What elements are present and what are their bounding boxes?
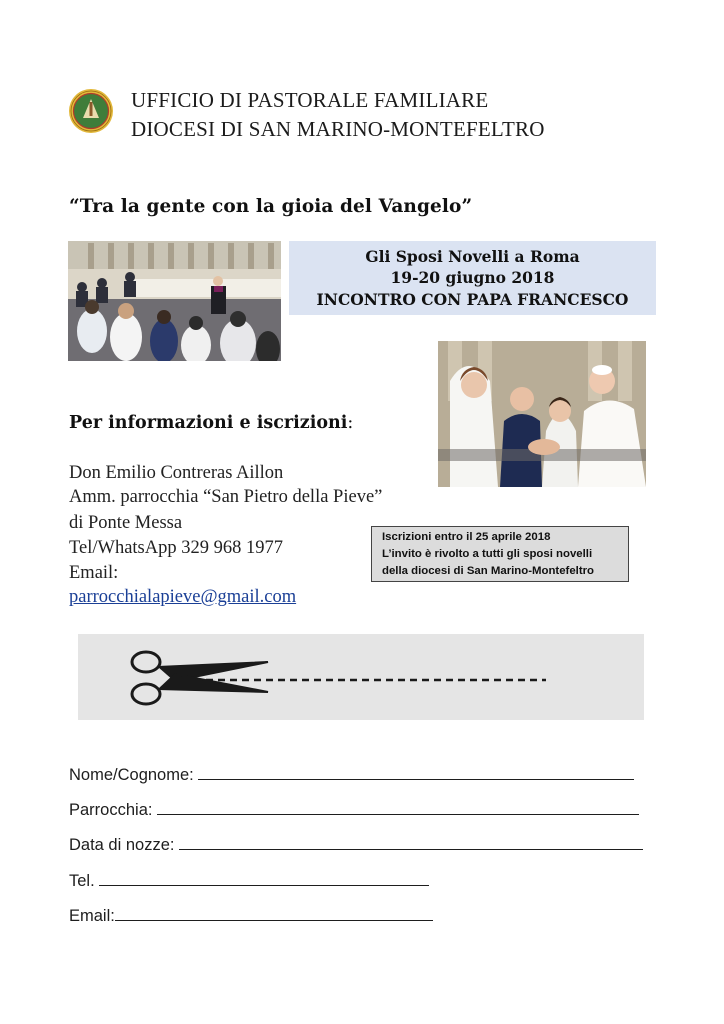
contact-email-link[interactable]: parrocchialapieve@gmail.com [69,587,297,607]
audience-photo [68,241,281,361]
form-field-parish [69,799,639,820]
office-title: UFFICIO DI PASTORALE FAMILIARE [131,88,489,112]
form-field-name [69,764,634,785]
note-diocese: della diocesi di San Marino-Montefeltro [382,565,595,577]
form-label-name: Nome/Cognome: [69,766,199,784]
info-heading-colon: : [347,413,354,433]
contact-email-label: Email: [69,563,119,583]
form-field-phone [69,870,429,891]
form-input-wedding-date[interactable] [179,834,643,850]
diocese-title: DIOCESI DI SAN MARINO-MONTEFELTRO [131,117,545,141]
note-deadline: Iscrizioni entro il 25 aprile 2018 [382,531,551,543]
note-invite: L’invito è rivolto a tutti gli sposi novelli [382,548,593,560]
contact-role: Amm. parrocchia “San Pietro della Pieve” [69,487,383,507]
form-label-phone: Tel. [69,872,100,890]
banner-title: Gli Sposi Novelli a Roma [365,247,580,266]
form-label-parish: Parrocchia: [69,801,158,819]
registration-note [371,526,629,582]
form-input-phone[interactable] [99,870,429,886]
diocese-seal-logo [68,88,114,134]
pope-meeting-photo [438,341,646,487]
contact-phone: Tel/WhatsApp 329 968 1977 [69,538,283,558]
form-input-email[interactable] [115,905,433,921]
form-label-wedding-date: Data di nozze: [69,836,180,854]
form-field-wedding-date [69,834,643,855]
motto-text: “Tra la gente con la gioia del Vangelo” [69,196,473,217]
form-label-email: Email: [69,907,115,925]
banner-subtitle: INCONTRO CON PAPA FRANCESCO [316,290,629,309]
info-heading [69,413,353,433]
event-banner [289,241,656,315]
cut-line-box [78,634,644,720]
contact-name: Don Emilio Contreras Aillon [69,463,284,483]
scissors-icon [132,652,268,704]
form-input-parish[interactable] [157,799,639,815]
info-heading-text: Per informazioni e iscrizioni [69,413,348,433]
contact-place: di Ponte Messa [69,513,183,533]
banner-dates: 19-20 giugno 2018 [390,268,555,287]
form-field-email [69,905,433,926]
form-input-name[interactable] [198,764,634,780]
